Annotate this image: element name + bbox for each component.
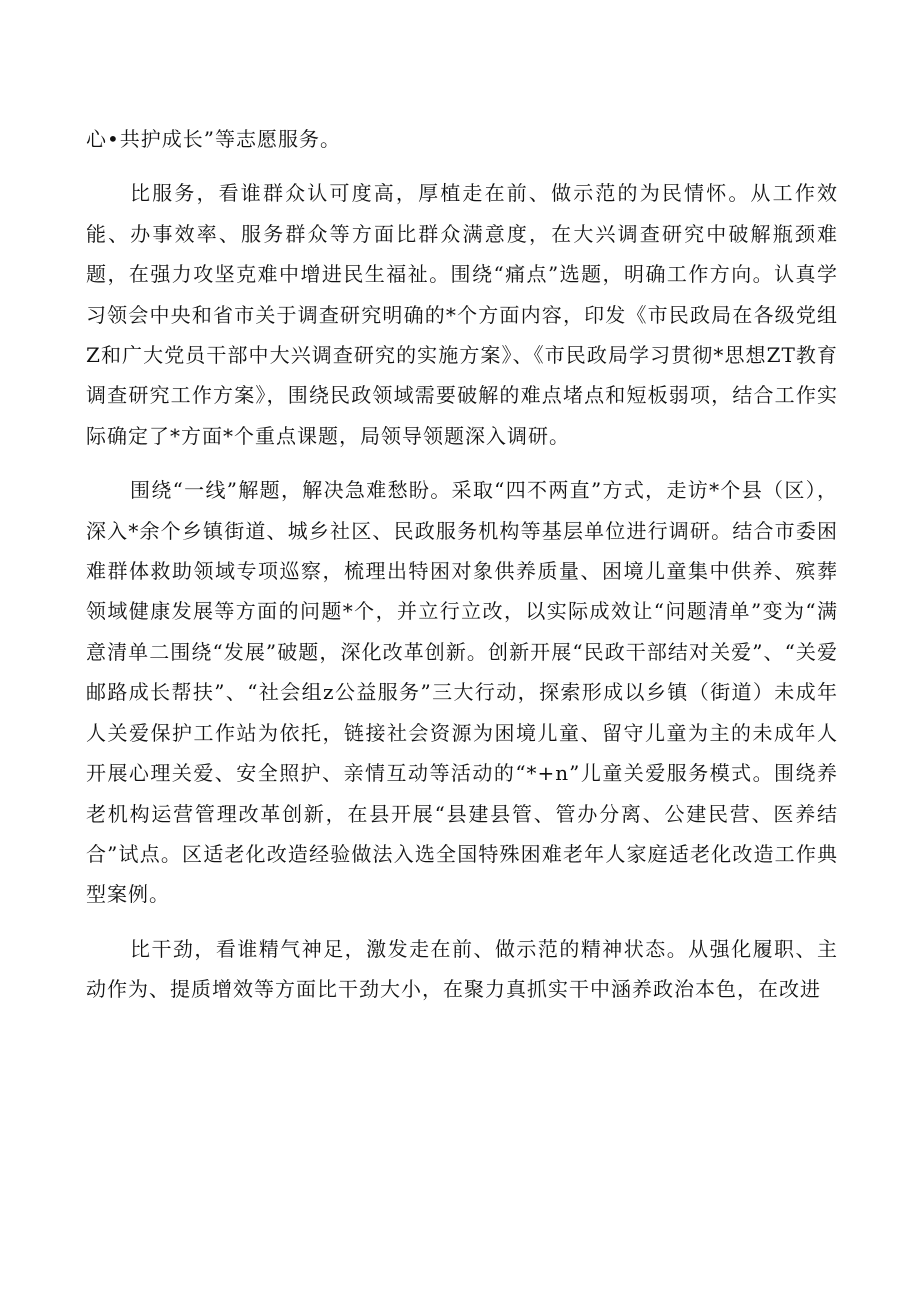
document-body: [86, 119, 838, 1024]
paragraph-4: 比干劲，看谁精气神足，激发走在前、做示范的精神状态。从强化履职、主动作为、提质增效等方面比干劲大小，在聚力真抓实干中涵养政治本色，在改进: [86, 936, 838, 1002]
paragraph-3: 围绕“一线”解题，解决急难愁盼。采取“四不两直”方式，走访*个县（区），深入*余个乡镇街道、城乡社区、民政服务机构等基层单位进行调研。结合市委困难群体救助领域专项巡察，梳理出特困对象供养质量、困境儿童集中供养、殡葬领域健康发展等方面的问题*个，并立行立改，以实际成效让“问题清单”变为“满意清单二围绕“发展”破题，深化改革创新。创新开展“民政干部结对关爱”、“关爱邮路成长帮扶”、“社会组z公益服务”三大行动，探索形成以乡镇（街道）未成年人关爱保护工作站为依托，链接社会资源为困境儿童、留守儿童为主的未成年人开展心理关爱、安全照护、亲情互动等活动的“*+n”儿童关爱服务模式。围绕养老机构运营管理改革创新，在县开展“县建县管、管办分离、公建民营、医养结合”试点。区适老化改造经验做法入选全国特殊困难老年人家庭适老化改造工作典型案例。: [86, 478, 838, 907]
paragraph-2: 比服务，看谁群众认可度高，厚植走在前、做示范的为民情怀。从工作效能、办事效率、服务群众等方面比群众满意度，在大兴调查研究中破解瓶颈难题，在强力攻坚克难中增进民生福祉。围绕“痛点”选题，明确工作方向。认真学习领会中央和省市关于调查研究明确的*个方面内容，印发《市民政局在各级党组Z和广大党员干部中大兴调查研究的实施方案》、《市民政局学习贯彻*思想ZT教育调查研究工作方案》，围绕民政领域需要破解的难点堵点和短板弱项，结合工作实际确定了*方面*个重点课题，局领导领题深入调研。: [86, 181, 838, 448]
paragraph-1: 心•共护成长”等志愿服务。: [86, 127, 342, 151]
